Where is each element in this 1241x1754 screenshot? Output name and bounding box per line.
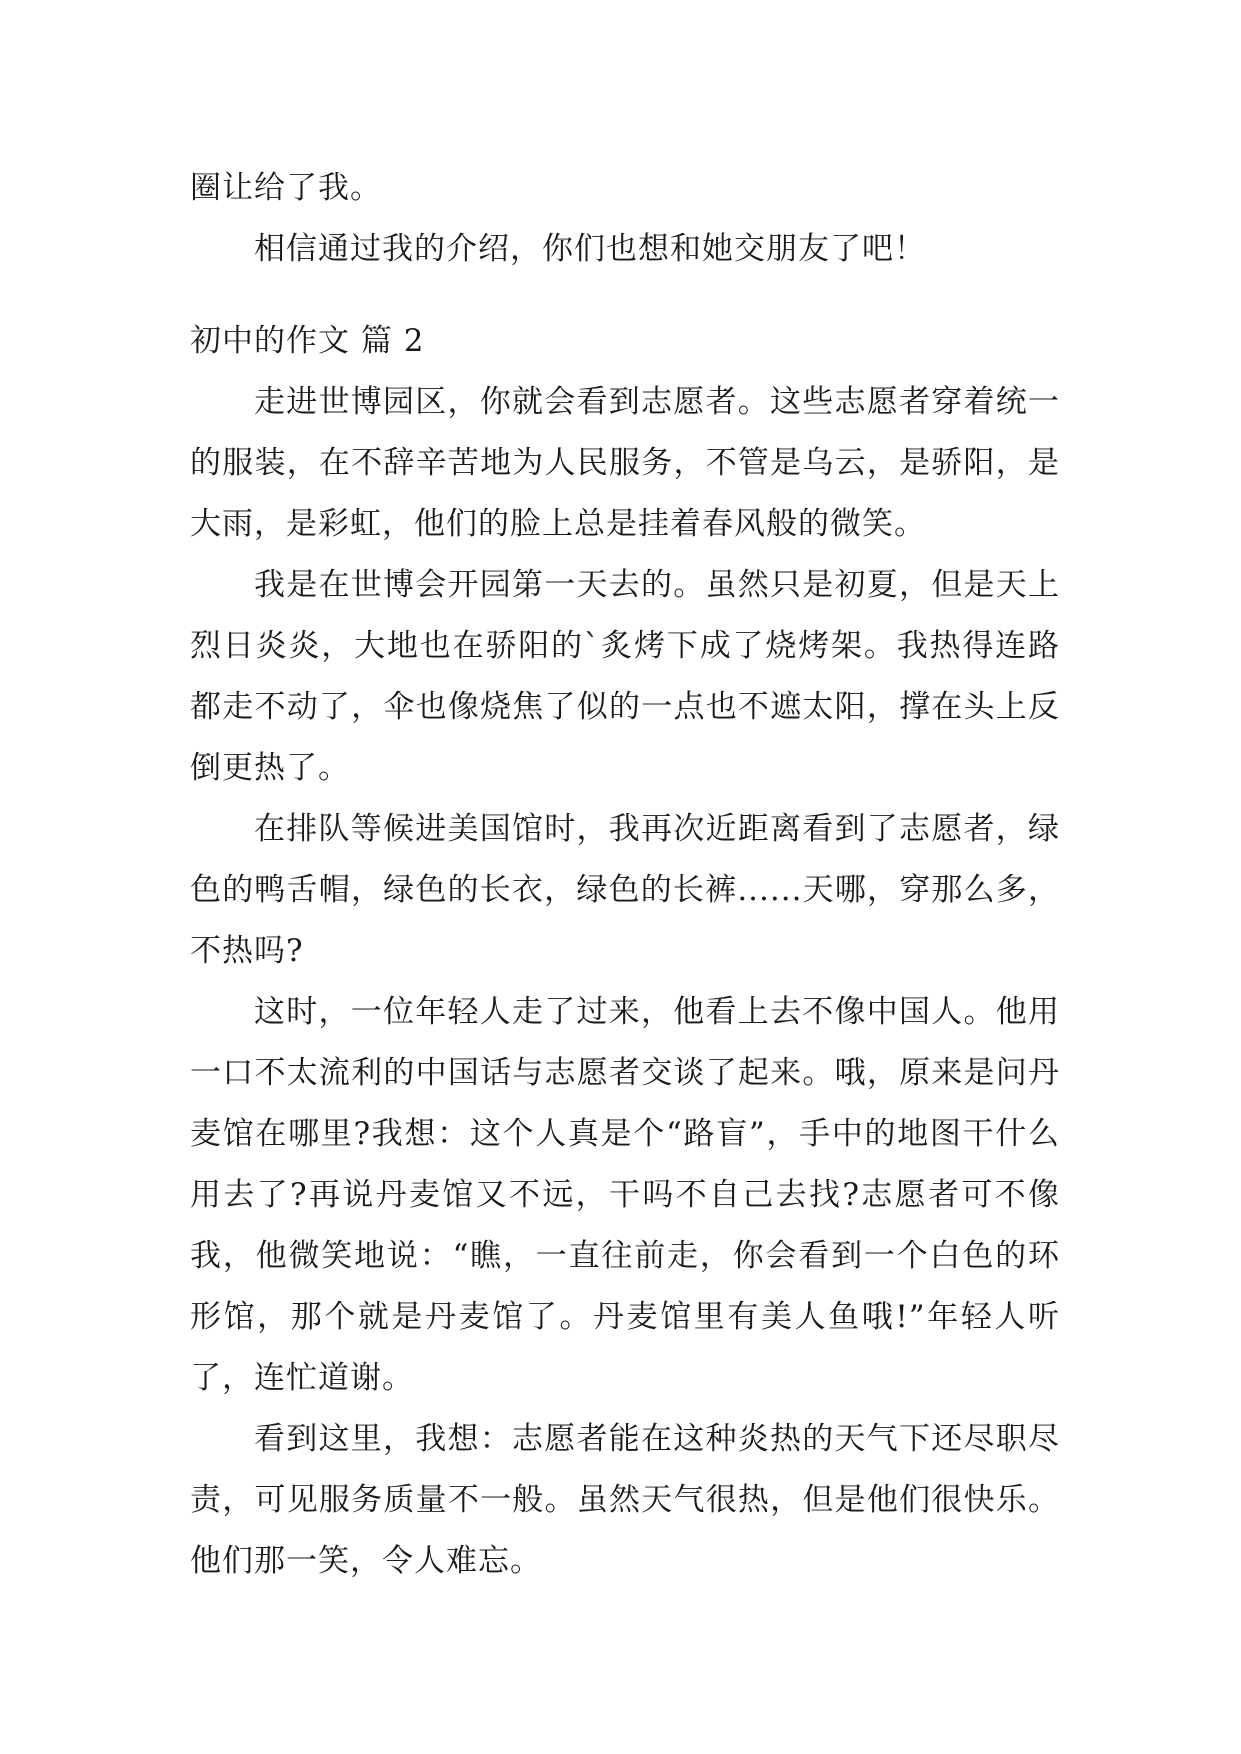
section-heading: 初中的作文 篇 2	[190, 323, 425, 359]
body-paragraph: 这时，一位年轻人走了过来，他看上去不像中国人。他用一口不太流利的中国话与志愿者交谈了起来。哦，原来是问丹麦馆在哪里?我想：这个人真是个“路盲”，手中的地图干什么用去了?再说丹麦馆又不远，干吗不自己去找?志愿者可不像我，他微笑地说：“瞧，一直往前走，你会看到一个白色的环形馆，那个就是丹麦馆了。丹麦馆里有美人鱼哦!”年轻人听了，连忙道谢。	[190, 994, 1060, 1396]
body-paragraph: 走进世博园区，你就会看到志愿者。这些志愿者穿着统一的服装，在不辞辛苦地为人民服务，不管是乌云，是骄阳，是大雨，是彩虹，他们的脸上总是挂着春风般的微笑。	[190, 384, 1060, 542]
body-paragraph: 我是在世博会开园第一天去的。虽然只是初夏，但是天上烈日炎炎，大地也在骄阳的`炙烤下成了烧烤架。我热得连路都走不动了，伞也像烧焦了似的一点也不遮太阳，撑在头上反倒更热了。	[190, 567, 1060, 786]
closing-paragraph: 相信通过我的介绍，你们也想和她交朋友了吧！	[254, 231, 926, 267]
body-paragraph: 看到这里，我想：志愿者能在这种炎热的天气下还尽职尽责，可见服务质量不一般。虽然天气很热，但是他们很快乐。他们那一笑，令人难忘。	[190, 1421, 1060, 1579]
document-body	[190, 158, 1060, 1592]
continued-paragraph: 圈让给了我。	[190, 170, 382, 206]
section-gap	[190, 280, 1060, 311]
body-paragraph: 在排队等候进美国馆时，我再次近距离看到了志愿者，绿色的鸭舌帽，绿色的长衣，绿色的长裤......天哪，穿那么多，不热吗?	[190, 811, 1060, 969]
